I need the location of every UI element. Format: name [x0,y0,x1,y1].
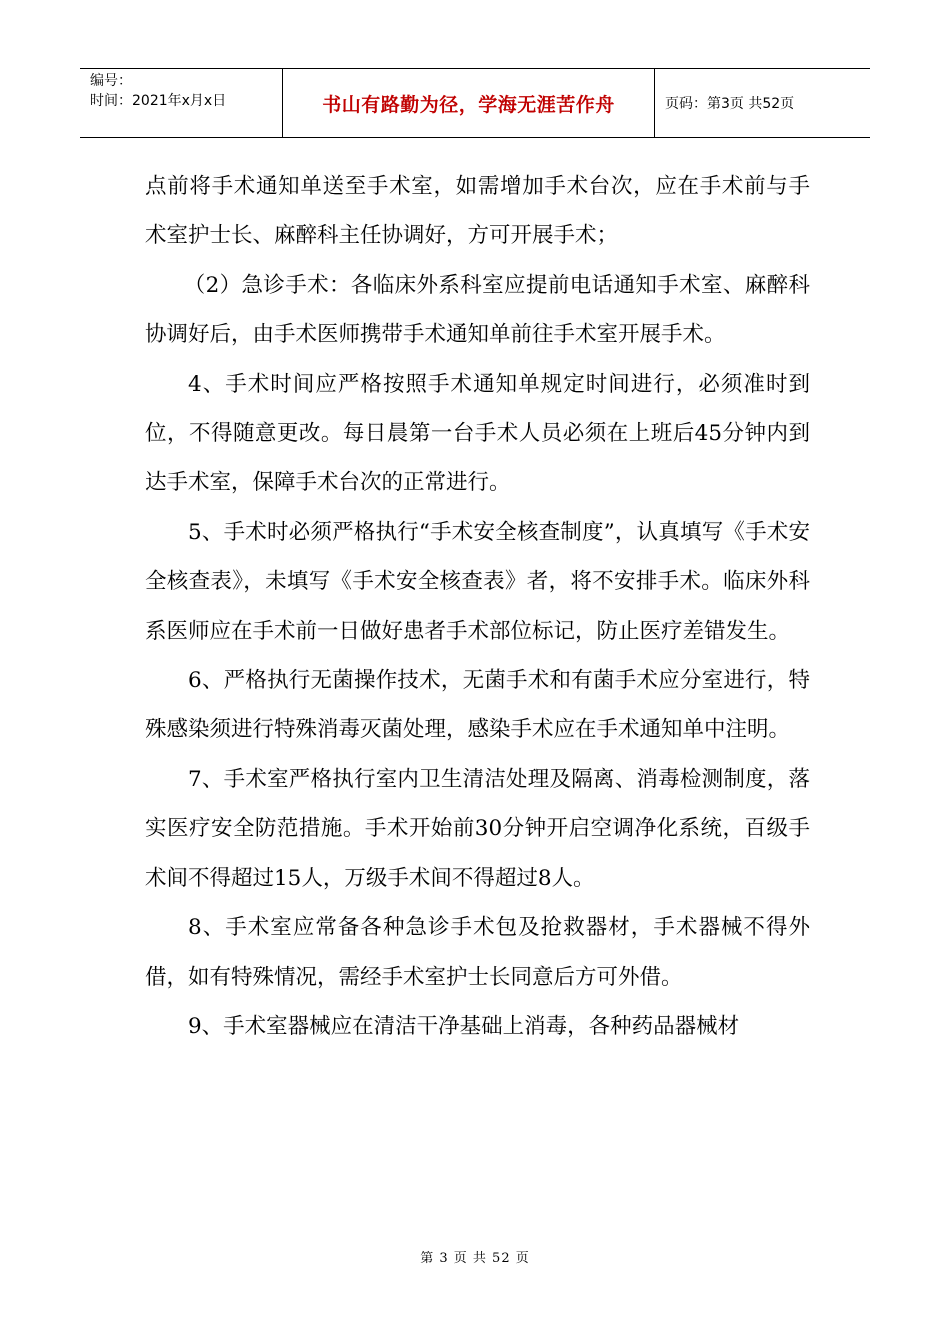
paragraph: 4、手术时间应严格按照手术通知单规定时间进行，必须准时到位，不得随意更改。每日晨第一台手术人员必须在上班后45分钟内到达手术室，保障手术台次的正常进行。 [145,371,810,496]
paragraph: 7、手术室严格执行室内卫生清洁处理及隔离、消毒检测制度，落实医疗安全防范措施。手术开始前30分钟开启空调净化系统，百级手术间不得超过15人，万级手术间不得超过8人。 [145,766,810,891]
header-page-cell [655,69,870,137]
paragraph: 6、严格执行无菌操作技术，无菌手术和有菌手术应分室进行，特殊感染须进行特殊消毒灭菌处理，感染手术应在手术通知单中注明。 [145,668,810,743]
date-label: 时间：2021年x月x日 [90,93,227,109]
paragraph: 8、手术室应常备各种急诊手术包及抢救器材，手术器械不得外借，如有特殊情况，需经手术室护士长同意后方可外借。 [145,915,810,990]
motto: 书山有路勤为径，学海无涯苦作舟 [322,93,615,116]
document-body [145,162,810,1051]
number-label: 编号： [90,73,132,89]
page-header [80,68,870,138]
page-label: 页码：第3页 共52页 [665,96,795,112]
paragraph: 点前将手术通知单送至手术室，如需增加手术台次，应在手术前与手术室护士长、麻醉科主任协调好，方可开展手术； [145,174,810,249]
paragraph: 9、手术室器械应在清洁干净基础上消毒，各种药品器械材 [188,1013,740,1039]
header-motto-cell [283,69,655,137]
paragraph: （2）急诊手术：各临床外系科室应提前电话通知手术室、麻醉科协调好后，由手术医师携带手术通知单前往手术室开展手术。 [145,272,810,348]
paragraph: 5、手术时必须严格执行“手术安全核查制度”，认真填写《手术安全核查表》，未填写《手术安全核查表》者，将不安排手术。临床外科系医师应在手术前一日做好患者手术部位标记，防止医疗差错发生。 [145,519,810,644]
page-footer: 第 3 页 共 52 页 [420,1251,530,1266]
header-meta [80,69,283,137]
